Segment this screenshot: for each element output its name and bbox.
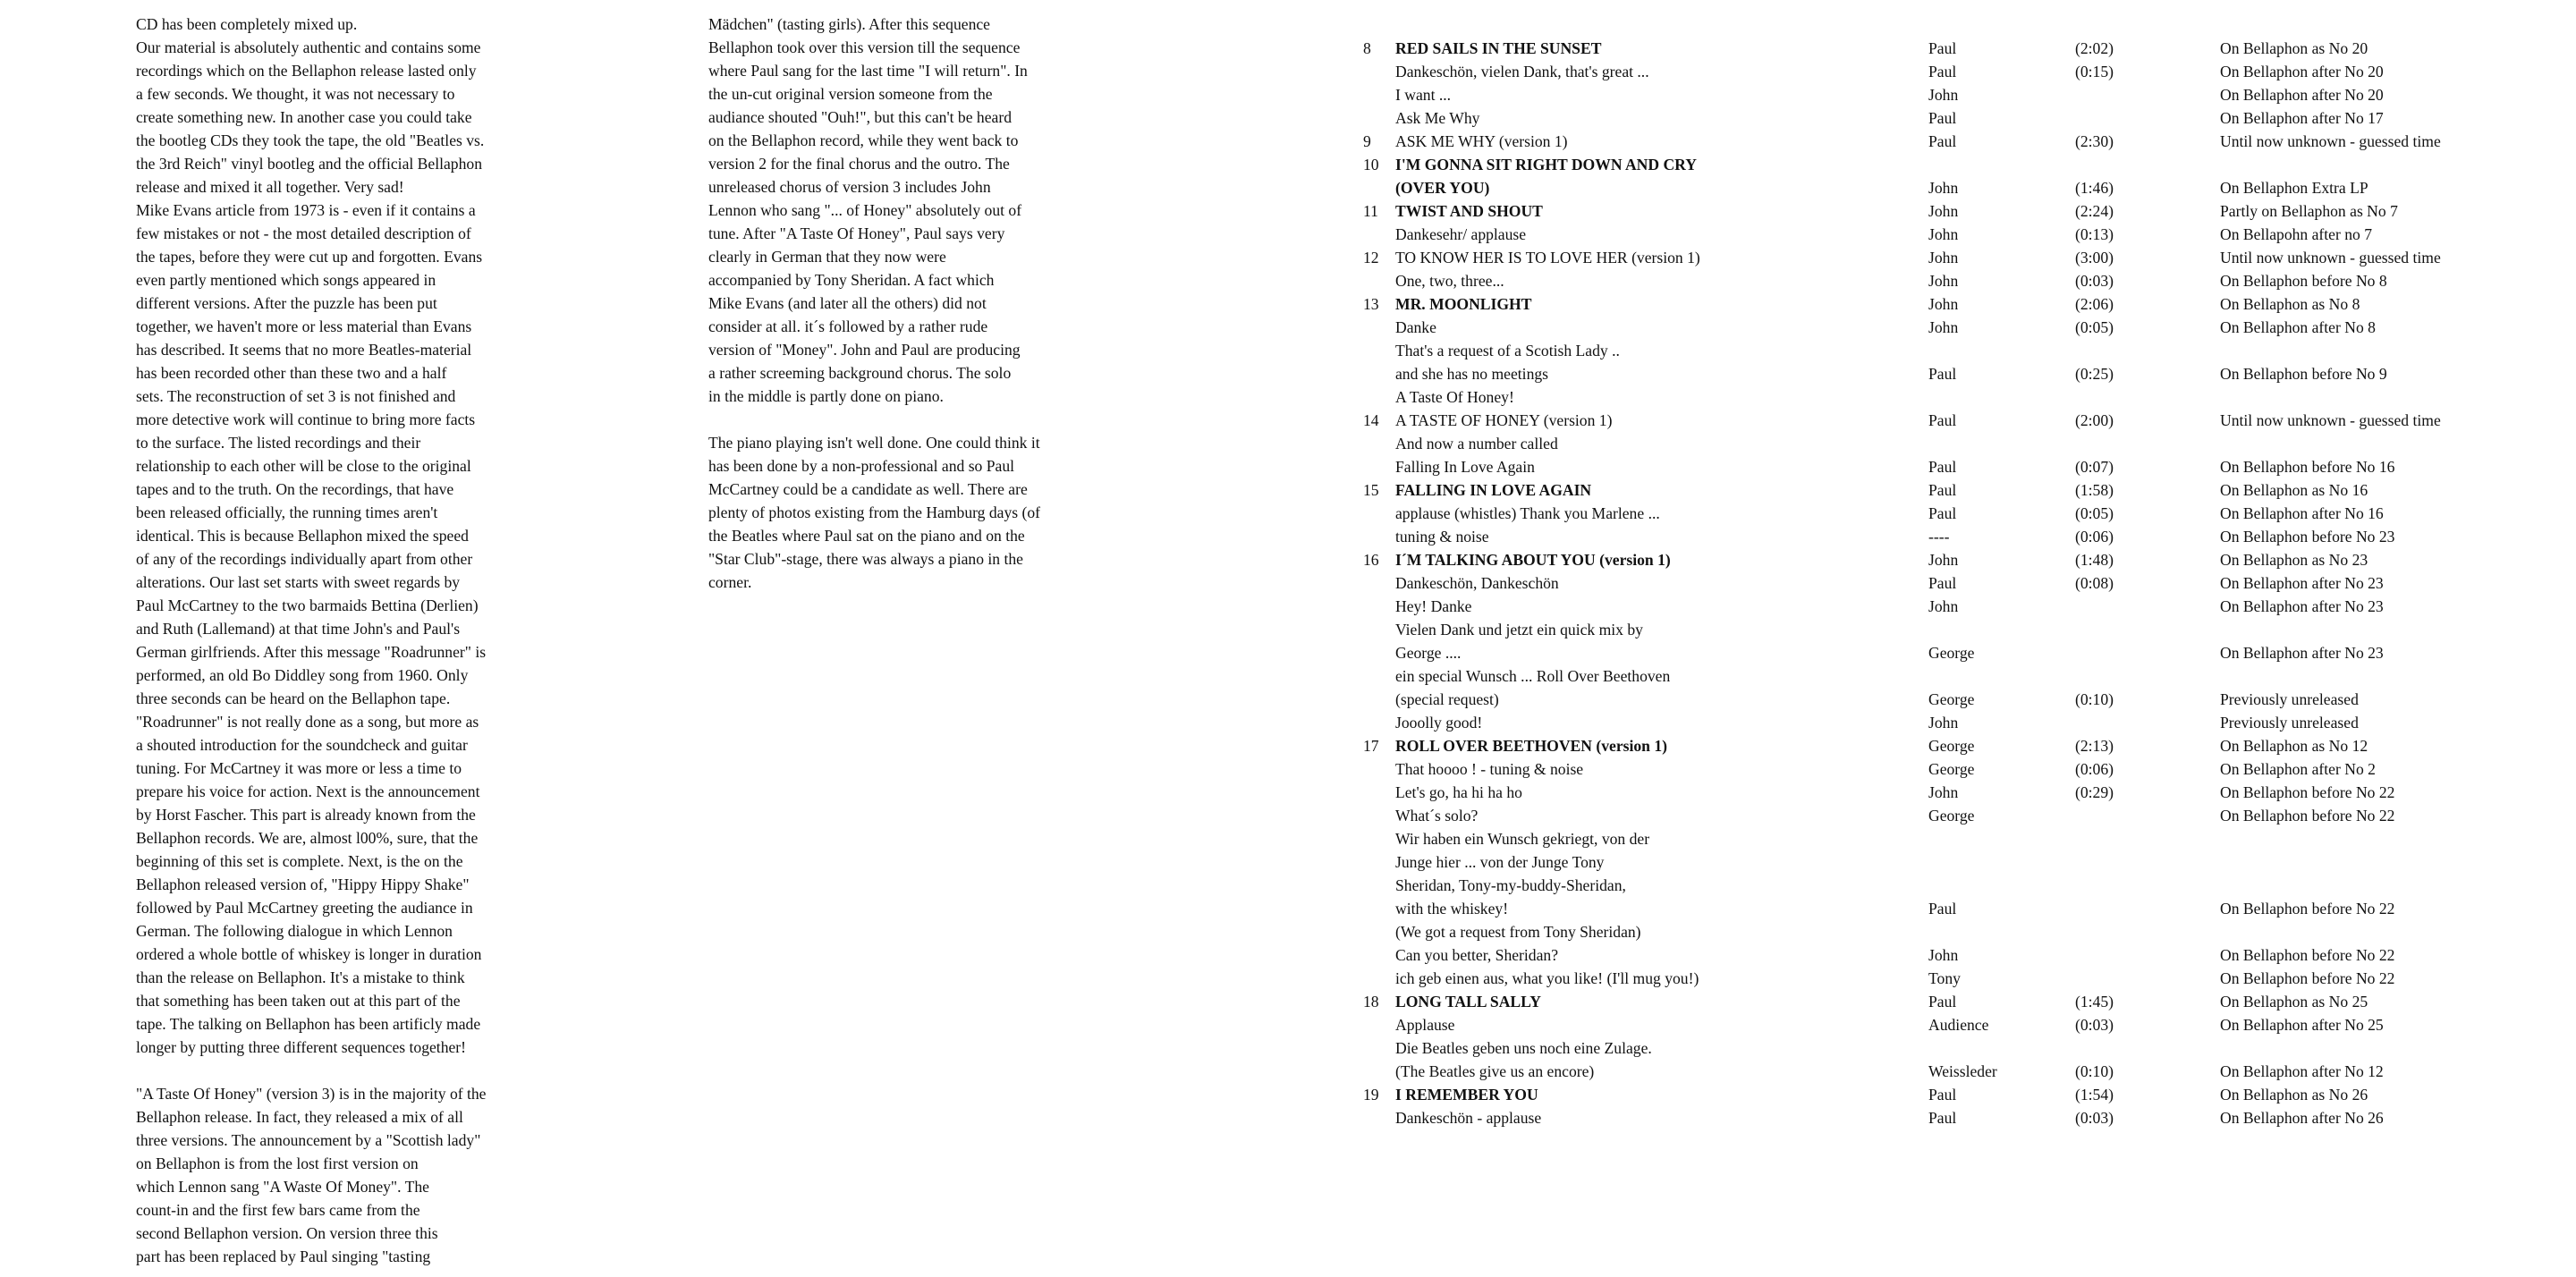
text-line: of any of the recordings individually apart from other xyxy=(136,550,473,568)
track-note: Until now unknown - guessed time xyxy=(2220,411,2441,429)
tracklist-row xyxy=(1363,1013,2526,1036)
track-performer: Weissleder xyxy=(1928,1062,1997,1080)
text-line: tapes and to the truth. On the recordings, that have xyxy=(136,480,454,498)
text-line: "Roadrunner" is not really done as a song, but more as xyxy=(136,713,479,731)
track-title: (special request) xyxy=(1395,690,1499,708)
track-title: Dankesehr/ applause xyxy=(1395,225,1527,243)
track-duration: (0:07) xyxy=(2075,458,2114,476)
track-title: Danke xyxy=(1395,318,1436,336)
track-duration: (0:10) xyxy=(2075,690,2114,708)
text-line: even partly mentioned which songs appeared in xyxy=(136,271,436,289)
left-text-column-2 xyxy=(708,13,1147,594)
track-duration: (0:25) xyxy=(2075,365,2114,383)
track-title: Let's go, ha hi ha ho xyxy=(1395,783,1522,801)
track-title: and she has no meetings xyxy=(1395,365,1549,383)
track-duration: (2:13) xyxy=(2075,737,2114,755)
track-performer: Paul xyxy=(1928,365,1957,383)
tracklist-row xyxy=(1363,781,2526,804)
track-title: And now a number called xyxy=(1395,435,1558,452)
text-line: The piano playing isn't well done. One could think it xyxy=(708,434,1040,452)
tracklist-row xyxy=(1363,711,2526,734)
text-line: release and mixed it all together. Very sad! xyxy=(136,178,404,196)
track-duration: (0:29) xyxy=(2075,783,2114,801)
track-duration: (0:03) xyxy=(2075,272,2114,290)
track-title: One, two, three... xyxy=(1395,272,1504,290)
tracklist-row xyxy=(1363,734,2526,757)
tracklist-row xyxy=(1363,943,2526,967)
tracklist-row xyxy=(1363,130,2526,153)
text-line: accompanied by Tony Sheridan. A fact which xyxy=(708,271,995,289)
track-duration: (1:48) xyxy=(2075,551,2114,569)
text-line: a rather screeming background chorus. The solo xyxy=(708,364,1012,382)
track-title: I'M GONNA SIT RIGHT DOWN AND CRY xyxy=(1395,156,1697,173)
text-line: Mike Evans (and later all the others) did not xyxy=(708,294,987,312)
text-line: tuning. For McCartney it was more or less a time to xyxy=(136,759,462,777)
tracklist-row xyxy=(1363,432,2526,455)
text-line: count-in and the first few bars came from the xyxy=(136,1201,420,1219)
text-line: has been done by a non-professional and so Paul xyxy=(708,457,1015,475)
track-performer: John xyxy=(1928,946,1959,964)
track-duration: (2:06) xyxy=(2075,295,2114,313)
text-line: a shouted introduction for the soundcheck and guitar xyxy=(136,736,468,754)
track-title: George .... xyxy=(1395,644,1462,662)
tracklist-row xyxy=(1363,1106,2526,1129)
text-line: Bellaphon took over this version till the sequence xyxy=(708,38,1021,56)
track-title: I want ... xyxy=(1395,86,1452,104)
text-line: ordered a whole bottle of whiskey is longer in duration xyxy=(136,945,482,963)
text-line: Our material is absolutely authentic and contains some xyxy=(136,38,481,56)
text-line: Lennon who sang "... of Honey" absolutely out of xyxy=(708,201,1022,219)
text-line: version 2 for the final chorus and the outro. The xyxy=(708,155,1010,173)
track-performer: Audience xyxy=(1928,1016,1989,1034)
text-line xyxy=(136,1059,601,1082)
track-number: 14 xyxy=(1363,411,1379,429)
text-line: tune. After "A Taste Of Honey", Paul says very xyxy=(708,224,1005,242)
track-duration: (1:58) xyxy=(2075,481,2114,499)
tracklist-row xyxy=(1363,199,2526,223)
tracklist-row xyxy=(1363,967,2526,990)
left-text-column-1 xyxy=(136,13,601,1268)
text-line: German girlfriends. After this message "Roadrunner" is xyxy=(136,643,487,661)
track-title: Applause xyxy=(1395,1016,1455,1034)
track-note: Partly on Bellaphon as No 7 xyxy=(2220,202,2398,220)
track-duration: (0:03) xyxy=(2075,1016,2114,1034)
text-line: German. The following dialogue in which Lennon xyxy=(136,922,453,940)
track-note: On Bellaphon Extra LP xyxy=(2220,179,2368,197)
track-title: ein special Wunsch ... Roll Over Beethoven xyxy=(1395,667,1671,685)
track-performer: Paul xyxy=(1928,63,1957,80)
track-performer: George xyxy=(1928,737,1975,755)
track-performer: George xyxy=(1928,690,1975,708)
tracklist-row xyxy=(1363,920,2526,943)
track-performer: Paul xyxy=(1928,993,1957,1011)
track-performer: John xyxy=(1928,714,1959,732)
track-duration: (0:03) xyxy=(2075,1109,2114,1127)
tracklist-row xyxy=(1363,83,2526,106)
tracklist-row xyxy=(1363,1036,2526,1060)
text-line: few mistakes or not - the most detailed description of xyxy=(136,224,471,242)
tracklist-row xyxy=(1363,106,2526,130)
track-note: On Bellaphon after No 20 xyxy=(2220,63,2384,80)
track-title: Jooolly good! xyxy=(1395,714,1483,732)
text-line: CD has been completely mixed up. xyxy=(136,15,358,33)
text-line: the Beatles where Paul sat on the piano and on the xyxy=(708,527,1025,545)
track-title: Wir haben ein Wunsch gekriegt, von der xyxy=(1395,830,1650,848)
track-performer: ---- xyxy=(1928,528,1950,545)
track-performer: John xyxy=(1928,272,1959,290)
track-number: 13 xyxy=(1363,295,1379,313)
text-line: three seconds can be heard on the Bellaphon tape. xyxy=(136,689,451,707)
track-performer: John xyxy=(1928,179,1959,197)
tracklist-row xyxy=(1363,455,2526,478)
text-line: plenty of photos existing from the Hamburg days (of xyxy=(708,503,1041,521)
track-note: On Bellaphon before No 8 xyxy=(2220,272,2387,290)
text-line: Bellaphon released version of, "Hippy Hippy Shake" xyxy=(136,875,470,893)
tracklist-row xyxy=(1363,990,2526,1013)
track-duration: (0:13) xyxy=(2075,225,2114,243)
track-duration: (0:08) xyxy=(2075,574,2114,592)
track-note: Until now unknown - guessed time xyxy=(2220,249,2441,266)
text-line: part has been replaced by Paul singing "tasting xyxy=(136,1247,431,1265)
track-performer: Paul xyxy=(1928,504,1957,522)
track-title: Dankeschön - applause xyxy=(1395,1109,1542,1127)
tracklist-row xyxy=(1363,897,2526,920)
text-line: Bellaphon release. In fact, they released a mix of all xyxy=(136,1108,463,1126)
tracklist-row xyxy=(1363,1060,2526,1083)
track-note: On Bellaphon after No 2 xyxy=(2220,760,2376,778)
track-title: TO KNOW HER IS TO LOVE HER (version 1) xyxy=(1395,249,1700,266)
track-note: On Bellaphon before No 22 xyxy=(2220,783,2395,801)
text-line: together, we haven't more or less material than Evans xyxy=(136,317,472,335)
track-title: (We got a request from Tony Sheridan) xyxy=(1395,923,1641,941)
tracklist-row xyxy=(1363,1083,2526,1106)
tracklist-row xyxy=(1363,571,2526,595)
track-title: applause (whistles) Thank you Marlene ... xyxy=(1395,504,1660,522)
tracklist-row xyxy=(1363,362,2526,385)
track-title: (The Beatles give us an encore) xyxy=(1395,1062,1595,1080)
track-title: I´M TALKING ABOUT YOU (version 1) xyxy=(1395,551,1671,569)
track-duration: (0:06) xyxy=(2075,760,2114,778)
track-performer: Paul xyxy=(1928,1109,1957,1127)
track-note: On Bellaphon after No 26 xyxy=(2220,1109,2384,1127)
track-title: That's a request of a Scotish Lady .. xyxy=(1395,342,1620,359)
track-note: On Bellaphon after No 25 xyxy=(2220,1016,2384,1034)
track-performer: Paul xyxy=(1928,411,1957,429)
text-line: different versions. After the puzzle has been put xyxy=(136,294,437,312)
text-line: by Horst Fascher. This part is already known from the xyxy=(136,806,476,824)
track-title: ASK ME WHY (version 1) xyxy=(1395,132,1568,150)
tracklist-row xyxy=(1363,269,2526,292)
track-note: On Bellaphon as No 12 xyxy=(2220,737,2368,755)
tracklist xyxy=(1363,37,2526,1129)
text-line: than the release on Bellaphon. It's a mistake to think xyxy=(136,968,465,986)
track-performer: John xyxy=(1928,225,1959,243)
tracklist-row xyxy=(1363,176,2526,199)
track-title: tuning & noise xyxy=(1395,528,1489,545)
track-duration: (0:06) xyxy=(2075,528,2114,545)
tracklist-row xyxy=(1363,548,2526,571)
tracklist-row xyxy=(1363,688,2526,711)
track-title: TWIST AND SHOUT xyxy=(1395,202,1543,220)
tracklist-row xyxy=(1363,339,2526,362)
track-title: ich geb einen aus, what you like! (I'll mug you!) xyxy=(1395,969,1699,987)
track-title: Junge hier ... von der Junge Tony xyxy=(1395,853,1605,871)
track-number: 12 xyxy=(1363,249,1379,266)
tracklist-row xyxy=(1363,223,2526,246)
text-line: the tapes, before they were cut up and forgotten. Evans xyxy=(136,248,483,266)
track-note: On Bellaphon after No 23 xyxy=(2220,574,2384,592)
tracklist-row xyxy=(1363,409,2526,432)
track-note: On Bellaphon as No 26 xyxy=(2220,1086,2368,1104)
tracklist-row xyxy=(1363,595,2526,618)
text-line: has described. It seems that no more Beatles-material xyxy=(136,341,472,359)
text-line: clearly in German that they now were xyxy=(708,248,946,266)
text-line: prepare his voice for action. Next is the announcement xyxy=(136,782,480,800)
track-performer: John xyxy=(1928,202,1959,220)
track-title: A TASTE OF HONEY (version 1) xyxy=(1395,411,1613,429)
track-title: (OVER YOU) xyxy=(1395,179,1490,197)
text-line: performed, an old Bo Diddley song from 1960. Only xyxy=(136,666,469,684)
text-line: has been recorded other than these two and a half xyxy=(136,364,447,382)
tracklist-row xyxy=(1363,664,2526,688)
track-performer: Paul xyxy=(1928,458,1957,476)
tracklist-row xyxy=(1363,385,2526,409)
track-title: That hoooo ! - tuning & noise xyxy=(1395,760,1584,778)
track-number: 19 xyxy=(1363,1086,1379,1104)
text-line: which Lennon sang "A Waste Of Money". The xyxy=(136,1178,429,1196)
track-title: Falling In Love Again xyxy=(1395,458,1535,476)
track-note: On Bellaphon after No 16 xyxy=(2220,504,2384,522)
track-duration: (1:54) xyxy=(2075,1086,2114,1104)
track-note: On Bellaphon after No 23 xyxy=(2220,597,2384,615)
track-note: On Bellaphon after No 20 xyxy=(2220,86,2384,104)
track-note: On Bellaphon as No 8 xyxy=(2220,295,2360,313)
text-line: recordings which on the Bellaphon release lasted only xyxy=(136,62,477,80)
text-line: sets. The reconstruction of set 3 is not finished and xyxy=(136,387,456,405)
text-line: where Paul sang for the last time "I will return". In xyxy=(708,62,1028,80)
text-line: version of "Money". John and Paul are producing xyxy=(708,341,1021,359)
tracklist-row xyxy=(1363,641,2526,664)
track-title: RED SAILS IN THE SUNSET xyxy=(1395,39,1602,57)
tracklist-row xyxy=(1363,618,2526,641)
track-note: Previously unreleased xyxy=(2220,690,2359,708)
track-title: ROLL OVER BEETHOVEN (version 1) xyxy=(1395,737,1668,755)
tracklist-row xyxy=(1363,246,2526,269)
track-note: On Bellaphon after No 17 xyxy=(2220,109,2384,127)
track-note: On Bellaphon before No 22 xyxy=(2220,946,2395,964)
track-title: Dankeschön, Dankeschön xyxy=(1395,574,1559,592)
track-note: On Bellaphon as No 20 xyxy=(2220,39,2368,57)
track-performer: John xyxy=(1928,597,1959,615)
track-number: 8 xyxy=(1363,39,1371,57)
track-performer: John xyxy=(1928,783,1959,801)
text-line: to the surface. The listed recordings and their xyxy=(136,434,421,452)
track-note: On Bellaphon after No 12 xyxy=(2220,1062,2384,1080)
text-line: Mädchen" (tasting girls). After this sequence xyxy=(708,15,990,33)
track-duration: (1:45) xyxy=(2075,993,2114,1011)
text-line: Paul McCartney to the two barmaids Bettina (Derlien) xyxy=(136,596,479,614)
track-note: On Bellaphon as No 25 xyxy=(2220,993,2368,1011)
track-title: MR. MOONLIGHT xyxy=(1395,295,1532,313)
track-note: Until now unknown - guessed time xyxy=(2220,132,2441,150)
tracklist-row xyxy=(1363,804,2526,827)
track-performer: John xyxy=(1928,318,1959,336)
track-title: Die Beatles geben uns noch eine Zulage. xyxy=(1395,1039,1652,1057)
track-title: Vielen Dank und jetzt ein quick mix by xyxy=(1395,621,1643,638)
text-line: the 3rd Reich" vinyl bootleg and the official Bellaphon xyxy=(136,155,482,173)
track-title: FALLING IN LOVE AGAIN xyxy=(1395,481,1592,499)
text-line: "A Taste Of Honey" (version 3) is in the majority of the xyxy=(136,1085,487,1103)
tracklist-row xyxy=(1363,874,2526,897)
text-line: tape. The talking on Bellaphon has been artificly made xyxy=(136,1015,481,1033)
text-line: audiance shouted "Ouh!", but this can't be heard xyxy=(708,108,1013,126)
track-performer: John xyxy=(1928,295,1959,313)
track-note: Previously unreleased xyxy=(2220,714,2359,732)
text-line: Mike Evans article from 1973 is - even if it contains a xyxy=(136,201,476,219)
track-duration: (0:10) xyxy=(2075,1062,2114,1080)
track-duration: (0:05) xyxy=(2075,504,2114,522)
track-number: 9 xyxy=(1363,132,1371,150)
track-performer: Paul xyxy=(1928,1086,1957,1104)
text-line: create something new. In another case you could take xyxy=(136,108,472,126)
text-line: on the Bellaphon record, while they went back to xyxy=(708,131,1019,149)
text-line: the bootleg CDs they took the tape, the old "Beatles vs. xyxy=(136,131,485,149)
track-number: 16 xyxy=(1363,551,1379,569)
track-note: On Bellaphon as No 23 xyxy=(2220,551,2368,569)
text-line: beginning of this set is complete. Next, is the on the xyxy=(136,852,463,870)
text-line: on Bellaphon is from the lost first version on xyxy=(136,1154,419,1172)
text-line: identical. This is because Bellaphon mixed the speed xyxy=(136,527,469,545)
track-title: Dankeschön, vielen Dank, that's great ... xyxy=(1395,63,1649,80)
track-performer: Tony xyxy=(1928,969,1961,987)
track-title: Sheridan, Tony-my-buddy-Sheridan, xyxy=(1395,876,1626,894)
tracklist-row xyxy=(1363,525,2526,548)
text-line: "Star Club"-stage, there was always a piano in the xyxy=(708,550,1023,568)
tracklist-row xyxy=(1363,757,2526,781)
track-performer: George xyxy=(1928,760,1975,778)
track-note: On Bellaphon before No 9 xyxy=(2220,365,2387,383)
track-duration: (0:15) xyxy=(2075,63,2114,80)
track-duration: (0:05) xyxy=(2075,318,2114,336)
tracklist-row xyxy=(1363,478,2526,502)
track-performer: John xyxy=(1928,551,1959,569)
track-number: 11 xyxy=(1363,202,1378,220)
text-line: the un-cut original version someone from the xyxy=(708,85,993,103)
text-line: McCartney could be a candidate as well. There are xyxy=(708,480,1028,498)
text-line: second Bellaphon version. On version three this xyxy=(136,1224,438,1242)
text-line: longer by putting three different sequences together! xyxy=(136,1038,467,1056)
tracklist-row xyxy=(1363,502,2526,525)
text-line: Bellaphon records. We are, almost l00%, sure, that the xyxy=(136,829,479,847)
text-line: three versions. The announcement by a "Scottish lady" xyxy=(136,1131,481,1149)
track-duration: (2:00) xyxy=(2075,411,2114,429)
track-note: On Bellapohn after no 7 xyxy=(2220,225,2373,243)
track-note: On Bellaphon before No 23 xyxy=(2220,528,2395,545)
track-note: On Bellaphon before No 16 xyxy=(2220,458,2395,476)
track-title: with the whiskey! xyxy=(1395,900,1509,918)
track-note: On Bellaphon before No 22 xyxy=(2220,969,2395,987)
track-note: On Bellaphon before No 22 xyxy=(2220,807,2395,825)
text-line: been released officially, the running times aren't xyxy=(136,503,438,521)
track-number: 18 xyxy=(1363,993,1379,1011)
tracklist-row xyxy=(1363,292,2526,316)
tracklist-row xyxy=(1363,60,2526,83)
track-performer: Paul xyxy=(1928,481,1957,499)
track-note: On Bellaphon before No 22 xyxy=(2220,900,2395,918)
track-performer: Paul xyxy=(1928,900,1957,918)
track-duration: (3:00) xyxy=(2075,249,2114,266)
track-performer: John xyxy=(1928,249,1959,266)
track-duration: (2:24) xyxy=(2075,202,2114,220)
text-line: unreleased chorus of version 3 includes John xyxy=(708,178,991,196)
text-line: in the middle is partly done on piano. xyxy=(708,387,944,405)
track-duration: (1:46) xyxy=(2075,179,2114,197)
tracklist-row xyxy=(1363,153,2526,176)
track-title: Can you better, Sheridan? xyxy=(1395,946,1559,964)
track-duration: (2:30) xyxy=(2075,132,2114,150)
track-number: 10 xyxy=(1363,156,1379,173)
track-performer: Paul xyxy=(1928,109,1957,127)
track-note: On Bellaphon after No 8 xyxy=(2220,318,2376,336)
text-line: a few seconds. We thought, it was not necessary to xyxy=(136,85,455,103)
text-line xyxy=(708,408,1147,431)
text-line: that something has been taken out at this part of the xyxy=(136,992,461,1010)
text-line: corner. xyxy=(708,573,752,591)
track-performer: Paul xyxy=(1928,39,1957,57)
tracklist-row xyxy=(1363,850,2526,874)
track-performer: George xyxy=(1928,644,1975,662)
text-line: alterations. Our last set starts with sweet regards by xyxy=(136,573,461,591)
text-line: relationship to each other will be close to the original xyxy=(136,457,471,475)
track-performer: Paul xyxy=(1928,132,1957,150)
track-note: On Bellaphon after No 23 xyxy=(2220,644,2384,662)
track-title: Hey! Danke xyxy=(1395,597,1472,615)
track-title: Ask Me Why xyxy=(1395,109,1480,127)
track-title: I REMEMBER YOU xyxy=(1395,1086,1538,1104)
track-performer: George xyxy=(1928,807,1975,825)
track-number: 17 xyxy=(1363,737,1379,755)
text-line: more detective work will continue to bring more facts xyxy=(136,410,476,428)
track-title: LONG TALL SALLY xyxy=(1395,993,1541,1011)
tracklist-row xyxy=(1363,827,2526,850)
text-line: and Ruth (Lallemand) at that time John's and Paul's xyxy=(136,620,461,638)
tracklist-row xyxy=(1363,37,2526,60)
tracklist-row xyxy=(1363,316,2526,339)
track-title: A Taste Of Honey! xyxy=(1395,388,1514,406)
track-performer: John xyxy=(1928,86,1959,104)
track-number: 15 xyxy=(1363,481,1379,499)
track-title: What´s solo? xyxy=(1395,807,1479,825)
track-note: On Bellaphon as No 16 xyxy=(2220,481,2368,499)
text-line: followed by Paul McCartney greeting the audiance in xyxy=(136,899,473,917)
track-performer: Paul xyxy=(1928,574,1957,592)
text-line: consider at all. it´s followed by a rather rude xyxy=(708,317,988,335)
track-duration: (2:02) xyxy=(2075,39,2114,57)
